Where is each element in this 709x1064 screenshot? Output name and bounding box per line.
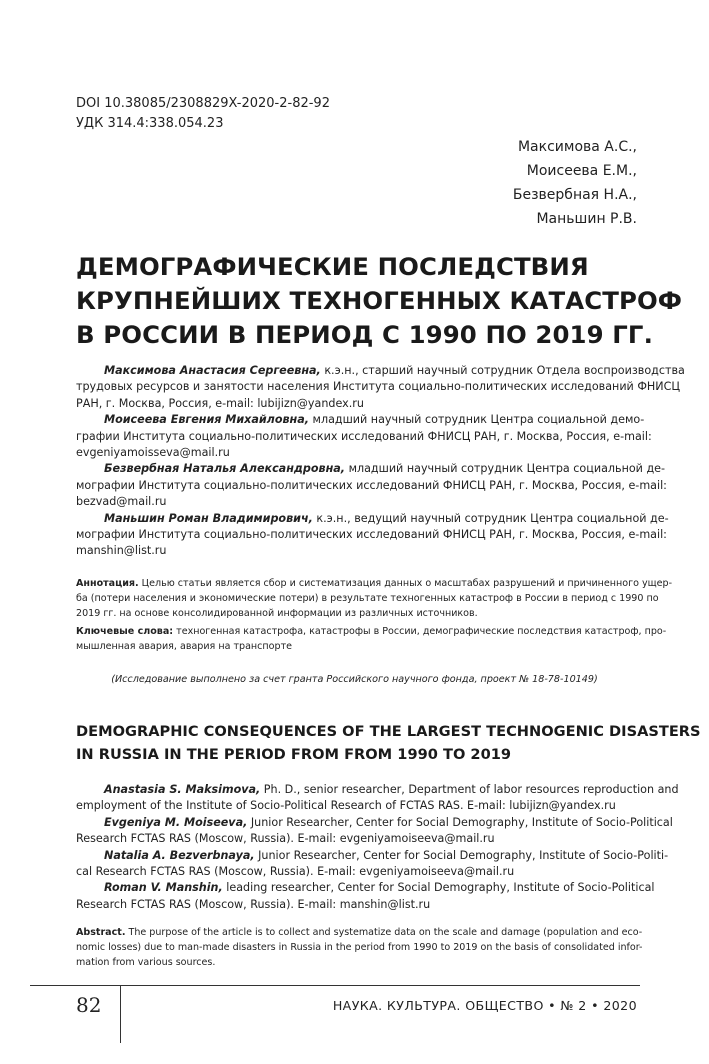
author-header-line: Максимова А.С., <box>517 139 637 155</box>
author-name: Безвербная Наталья Александровна, <box>104 462 346 476</box>
udk: УДК 314.4:338.054.23 <box>76 116 224 131</box>
author-name: Максимова Анастасия Сергеевна, <box>104 364 321 377</box>
author-paragraph: Максимова Анастасия Сергеевна, к.э.н., старший научный сотрудник Отдела воспроизводства трудовых ресурсов и занятости населения Института социально-политических исследований ФНИСЦ РАН, г. Москва, Россия, e-mail: lubijizn@yandex.ru <box>76 364 685 410</box>
title-line: ДЕМОГРАФИЧЕСКИЕ ПОСЛЕДСТВИЯ <box>76 252 589 281</box>
author-info-en <box>76 782 679 913</box>
title-line: IN RUSSIA IN THE PERIOD FROM FROM 1990 TO 2019 <box>76 746 512 763</box>
article-title-ru <box>76 250 683 352</box>
article-title-en <box>76 720 701 766</box>
abstract-en: Abstract. The purpose of the article is to collect and systematize data on the scale and damage (population and eco- nomic losses) due to man-made disasters in Russia in the period from 1990 to 2019 on the basis of consolidated infor- mation from various sources. <box>76 927 643 968</box>
annotation-label: Аннотация. <box>76 578 139 589</box>
title-line: DEMOGRAPHIC CONSEQUENCES OF THE LARGEST TECHNOGENIC DISASTERS <box>76 723 701 740</box>
journal-name: НАУКА. КУЛЬТУРА. ОБЩЕСТВО • № 2 • 2020 <box>332 998 637 1013</box>
author-name: Natalia A. Bezverbnaya, <box>104 848 255 862</box>
title-line: В РОССИИ В ПЕРИОД С 1990 ПО 2019 ГГ. <box>76 320 653 349</box>
keywords-label: Ключевые слова: <box>76 626 174 637</box>
author-paragraph: Evgeniya M. Moiseeva, Junior Researcher, Center for Social Demography, Institute of Socio-Political Research FCTAS RAS (Moscow, Russia). E-mail: evgeniyamoiseeva@mail.ru <box>76 815 673 846</box>
author-name: Evgeniya M. Moiseeva, <box>104 815 248 829</box>
author-info-ru <box>76 363 685 560</box>
annotation-ru: Аннотация. Целью статьи является сбор и систематизация данных о масштабах разрушений и причиненного ущер- ба (потери населения и экономические потери) в результате техногенных катастроф в России в период с 1990 по 2019 гг. на основе консолидированной информации из различных источников. <box>76 578 673 619</box>
author-header-line: Моисеева Е.М., <box>526 163 637 179</box>
title-line: КРУПНЕЙШИХ ТЕХНОГЕННЫХ КАТАСТРОФ <box>76 286 683 315</box>
keywords-ru: Ключевые слова: техногенная катастрофа, катастрофы в России, демографические последствия катастроф, про- мышленная авария, авария на транспорте <box>76 626 667 652</box>
doi: DOI 10.38085/2308829X-2020-2-82-92 <box>76 96 330 111</box>
author-paragraph: Маньшин Роман Владимирович, к.э.н., ведущий научный сотрудник Центра социальной де- мографии Института социально-политических исследований ФНИСЦ РАН, г. Москва, Россия, e-mail: manshin@list.ru <box>76 511 669 558</box>
author-name: Моисеева Евгения Михайловна, <box>104 413 309 427</box>
authors-header <box>513 135 637 231</box>
author-paragraph: Natalia A. Bezverbnaya, Junior Researcher, Center for Social Demography, Institute of Socio-Politi- cal Research FCTAS RAS (Moscow, Russia). E-mail: evgeniyamoiseeva@mail.ru <box>76 848 669 879</box>
page-number: 82 <box>76 993 102 1017</box>
author-paragraph: Anastasia S. Maksimova, Ph. D., senior researcher, Department of labor resources reproduction and employment of the Institute of Socio-Political Research of FCTAS RAS. E-mail: lubijizn@yandex.ru <box>76 783 679 813</box>
author-name: Roman V. Manshin, <box>104 881 223 895</box>
grant-note: (Исследование выполнено за счет гранта Российского научного фонда, проект № 18-78-10149) <box>111 674 598 685</box>
abstract-label: Abstract. <box>76 927 126 938</box>
footer-divider <box>120 985 121 1043</box>
author-paragraph: Roman V. Manshin, leading researcher, Center for Social Demography, Institute of Socio-Political Research FCTAS RAS (Moscow, Russia). E-mail: manshin@list.ru <box>76 881 655 911</box>
footer-rule <box>30 985 640 986</box>
author-name: Маньшин Роман Владимирович, <box>104 511 313 525</box>
author-header-line: Безвербная Н.А., <box>512 187 637 203</box>
author-header-line: Маньшин Р.В. <box>536 211 637 227</box>
author-paragraph: Безвербная Наталья Александровна, младший научный сотрудник Центра социальной де- мографии Института социально-политических исследований ФНИСЦ РАН, г. Москва, Россия, e-mail: bezvad@mail.ru <box>76 462 667 509</box>
author-paragraph: Моисеева Евгения Михайловна, младший научный сотрудник Центра социальной демо- графии Института социально-политических исследований ФНИСЦ РАН, г. Москва, Россия, e-mail: evgeniyamoisseva@mail.ru <box>76 413 652 460</box>
author-name: Anastasia S. Maksimova, <box>104 783 261 796</box>
